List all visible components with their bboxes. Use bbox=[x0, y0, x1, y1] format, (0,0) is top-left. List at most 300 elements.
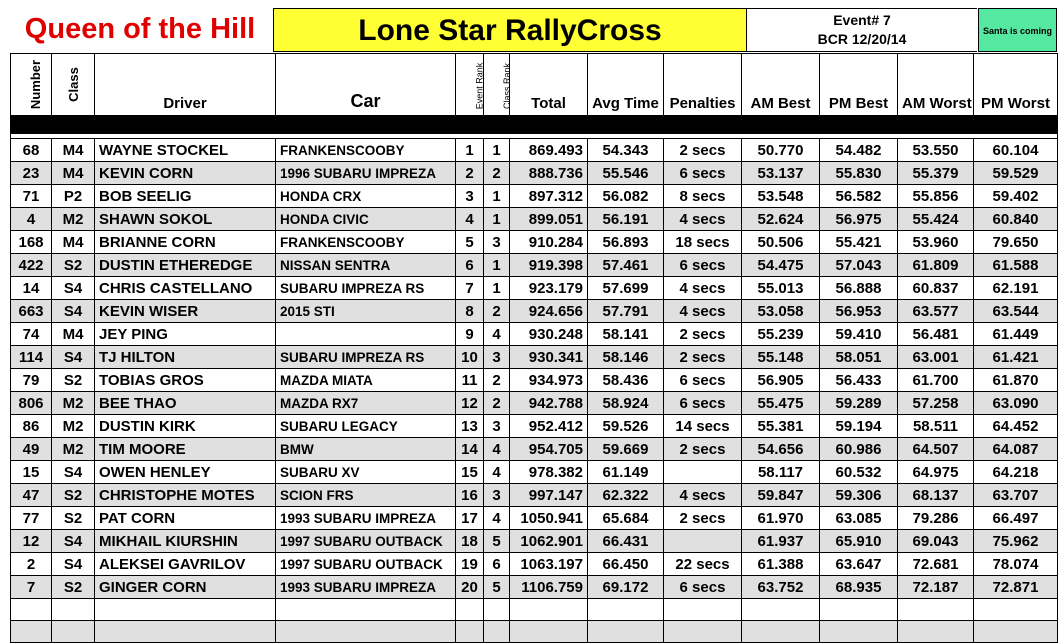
cell-class: S2 bbox=[52, 576, 95, 599]
cell-total: 869.493 bbox=[510, 139, 588, 162]
cell-avg-time: 55.546 bbox=[588, 162, 664, 185]
cell-pm-best: 56.582 bbox=[820, 185, 898, 208]
cell-event-rank: 1 bbox=[456, 139, 484, 162]
cell-am-best: 55.381 bbox=[742, 415, 820, 438]
table-row bbox=[11, 415, 1058, 438]
cell-pm-best: 65.910 bbox=[820, 530, 898, 553]
cell-penalties: 4 secs bbox=[664, 484, 742, 507]
cell-class: S4 bbox=[52, 530, 95, 553]
cell-driver: ALEKSEI GAVRILOV bbox=[95, 553, 276, 576]
page-title-left: Queen of the Hill bbox=[24, 13, 256, 45]
cell-pm-worst: 61.449 bbox=[974, 323, 1058, 346]
cell-number: 23 bbox=[11, 162, 52, 185]
col-penalties: Penalties bbox=[664, 54, 742, 116]
cell-pm-best: 55.830 bbox=[820, 162, 898, 185]
cell-class: S4 bbox=[52, 300, 95, 323]
cell-car: SUBARU IMPREZA RS bbox=[276, 346, 456, 369]
cell-pm-best: 59.410 bbox=[820, 323, 898, 346]
col-car: Car bbox=[276, 54, 456, 116]
cell-class-rank: 3 bbox=[484, 346, 510, 369]
cell-total: 1062.901 bbox=[510, 530, 588, 553]
cell-total: 888.736 bbox=[510, 162, 588, 185]
cell-class: S2 bbox=[52, 369, 95, 392]
cell-driver: PAT CORN bbox=[95, 507, 276, 530]
cell-penalties: 4 secs bbox=[664, 300, 742, 323]
cell-class: M4 bbox=[52, 323, 95, 346]
cell-am-best: 63.752 bbox=[742, 576, 820, 599]
cell-am-best: 55.239 bbox=[742, 323, 820, 346]
cell-class-rank: 2 bbox=[484, 369, 510, 392]
cell-driver: KEVIN CORN bbox=[95, 162, 276, 185]
cell-am-worst: 55.424 bbox=[898, 208, 974, 231]
cell-event-rank: 6 bbox=[456, 254, 484, 277]
cell-car: FRANKENSCOOBY bbox=[276, 139, 456, 162]
cell-driver: CHRISTOPHE MOTES bbox=[95, 484, 276, 507]
cell-total: 997.147 bbox=[510, 484, 588, 507]
cell-total: 1050.941 bbox=[510, 507, 588, 530]
cell-driver: CHRIS CASTELLANO bbox=[95, 277, 276, 300]
table-row bbox=[11, 323, 1058, 346]
cell-class-rank: 4 bbox=[484, 507, 510, 530]
cell-avg-time: 54.343 bbox=[588, 139, 664, 162]
cell-class-rank: 2 bbox=[484, 162, 510, 185]
cell-pm-worst: 64.087 bbox=[974, 438, 1058, 461]
blank-row bbox=[11, 621, 1058, 643]
event-date: BCR 12/20/14 bbox=[817, 31, 907, 47]
col-number: Number bbox=[11, 54, 52, 116]
cell-pm-worst: 63.544 bbox=[974, 300, 1058, 323]
cell-avg-time: 69.172 bbox=[588, 576, 664, 599]
cell-driver: TOBIAS GROS bbox=[95, 369, 276, 392]
cell-class: S4 bbox=[52, 461, 95, 484]
cell-car: MAZDA MIATA bbox=[276, 369, 456, 392]
cell-am-worst: 60.837 bbox=[898, 277, 974, 300]
cell-event-rank: 9 bbox=[456, 323, 484, 346]
cell-penalties bbox=[664, 530, 742, 553]
cell-event-rank: 11 bbox=[456, 369, 484, 392]
cell-class-rank: 3 bbox=[484, 415, 510, 438]
cell-pm-best: 57.043 bbox=[820, 254, 898, 277]
cell-am-best: 50.770 bbox=[742, 139, 820, 162]
cell-pm-best: 63.085 bbox=[820, 507, 898, 530]
cell-driver: WAYNE STOCKEL bbox=[95, 139, 276, 162]
col-am-worst: AM Worst bbox=[898, 54, 974, 116]
cell-am-worst: 53.550 bbox=[898, 139, 974, 162]
cell-am-worst: 55.379 bbox=[898, 162, 974, 185]
cell-avg-time: 56.191 bbox=[588, 208, 664, 231]
cell-class: S2 bbox=[52, 484, 95, 507]
cell-number: 47 bbox=[11, 484, 52, 507]
cell-car: 1996 SUBARU IMPREZA bbox=[276, 162, 456, 185]
cell-penalties: 2 secs bbox=[664, 438, 742, 461]
cell-class: M2 bbox=[52, 208, 95, 231]
cell-class: M4 bbox=[52, 162, 95, 185]
cell-class-rank: 3 bbox=[484, 484, 510, 507]
col-class: Class bbox=[52, 54, 95, 116]
cell-penalties: 4 secs bbox=[664, 208, 742, 231]
cell-number: 68 bbox=[11, 139, 52, 162]
cell-event-rank: 7 bbox=[456, 277, 484, 300]
cell-class-rank: 2 bbox=[484, 392, 510, 415]
cell-am-best: 54.475 bbox=[742, 254, 820, 277]
cell-pm-worst: 78.074 bbox=[974, 553, 1058, 576]
cell-number: 79 bbox=[11, 369, 52, 392]
cell-car: SUBARU IMPREZA RS bbox=[276, 277, 456, 300]
cell-car: FRANKENSCOOBY bbox=[276, 231, 456, 254]
cell-driver: TIM MOORE bbox=[95, 438, 276, 461]
cell-pm-best: 56.953 bbox=[820, 300, 898, 323]
cell-total: 978.382 bbox=[510, 461, 588, 484]
cell-am-best: 59.847 bbox=[742, 484, 820, 507]
col-avg-time: Avg Time bbox=[588, 54, 664, 116]
cell-class: M4 bbox=[52, 139, 95, 162]
cell-total: 942.788 bbox=[510, 392, 588, 415]
cell-class-rank: 4 bbox=[484, 461, 510, 484]
cell-penalties: 6 secs bbox=[664, 369, 742, 392]
blank-rows bbox=[11, 599, 1058, 643]
cell-number: 114 bbox=[11, 346, 52, 369]
cell-pm-worst: 61.588 bbox=[974, 254, 1058, 277]
cell-am-worst: 68.137 bbox=[898, 484, 974, 507]
cell-total: 897.312 bbox=[510, 185, 588, 208]
cell-am-best: 61.388 bbox=[742, 553, 820, 576]
cell-class-rank: 3 bbox=[484, 231, 510, 254]
cell-avg-time: 59.669 bbox=[588, 438, 664, 461]
cell-driver: DUSTIN KIRK bbox=[95, 415, 276, 438]
cell-number: 15 bbox=[11, 461, 52, 484]
cell-class: S4 bbox=[52, 553, 95, 576]
cell-event-rank: 8 bbox=[456, 300, 484, 323]
cell-total: 930.248 bbox=[510, 323, 588, 346]
cell-am-worst: 56.481 bbox=[898, 323, 974, 346]
cell-pm-worst: 64.218 bbox=[974, 461, 1058, 484]
cell-class: S4 bbox=[52, 277, 95, 300]
cell-avg-time: 65.684 bbox=[588, 507, 664, 530]
cell-event-rank: 10 bbox=[456, 346, 484, 369]
table-row bbox=[11, 530, 1058, 553]
cell-total: 910.284 bbox=[510, 231, 588, 254]
cell-class-rank: 5 bbox=[484, 530, 510, 553]
cell-am-best: 53.058 bbox=[742, 300, 820, 323]
cell-am-worst: 64.507 bbox=[898, 438, 974, 461]
cell-am-best: 50.506 bbox=[742, 231, 820, 254]
cell-penalties: 6 secs bbox=[664, 392, 742, 415]
cell-driver: SHAWN SOKOL bbox=[95, 208, 276, 231]
cell-class-rank: 4 bbox=[484, 323, 510, 346]
cell-driver: BRIANNE CORN bbox=[95, 231, 276, 254]
cell-am-worst: 55.856 bbox=[898, 185, 974, 208]
cell-car: HONDA CIVIC bbox=[276, 208, 456, 231]
table-row bbox=[11, 553, 1058, 576]
cell-total: 924.656 bbox=[510, 300, 588, 323]
cell-pm-worst: 61.421 bbox=[974, 346, 1058, 369]
cell-pm-best: 59.289 bbox=[820, 392, 898, 415]
cell-car: BMW bbox=[276, 438, 456, 461]
cell-class: M2 bbox=[52, 438, 95, 461]
cell-pm-best: 60.532 bbox=[820, 461, 898, 484]
cell-avg-time: 57.461 bbox=[588, 254, 664, 277]
cell-am-worst: 61.700 bbox=[898, 369, 974, 392]
cell-pm-worst: 72.871 bbox=[974, 576, 1058, 599]
cell-total: 1063.197 bbox=[510, 553, 588, 576]
col-driver: Driver bbox=[95, 54, 276, 116]
cell-pm-best: 59.306 bbox=[820, 484, 898, 507]
cell-class: S2 bbox=[52, 254, 95, 277]
cell-am-best: 54.656 bbox=[742, 438, 820, 461]
cell-avg-time: 56.893 bbox=[588, 231, 664, 254]
cell-driver: OWEN HENLEY bbox=[95, 461, 276, 484]
cell-class-rank: 2 bbox=[484, 300, 510, 323]
col-pm-best: PM Best bbox=[820, 54, 898, 116]
cell-pm-worst: 60.104 bbox=[974, 139, 1058, 162]
cell-number: 14 bbox=[11, 277, 52, 300]
cell-am-worst: 53.960 bbox=[898, 231, 974, 254]
cell-penalties: 14 secs bbox=[664, 415, 742, 438]
table-row bbox=[11, 277, 1058, 300]
cell-class: S2 bbox=[52, 507, 95, 530]
cell-am-worst: 79.286 bbox=[898, 507, 974, 530]
cell-avg-time: 62.322 bbox=[588, 484, 664, 507]
cell-car: HONDA CRX bbox=[276, 185, 456, 208]
col-event-rank: Event Rank bbox=[456, 54, 484, 116]
cell-event-rank: 20 bbox=[456, 576, 484, 599]
cell-avg-time: 56.082 bbox=[588, 185, 664, 208]
cell-pm-best: 56.975 bbox=[820, 208, 898, 231]
cell-total: 934.973 bbox=[510, 369, 588, 392]
cell-event-rank: 17 bbox=[456, 507, 484, 530]
cell-driver: MIKHAIL KIURSHIN bbox=[95, 530, 276, 553]
cell-driver: TJ HILTON bbox=[95, 346, 276, 369]
header-row bbox=[11, 54, 1058, 116]
cell-pm-best: 56.888 bbox=[820, 277, 898, 300]
cell-total: 919.398 bbox=[510, 254, 588, 277]
event-number: Event# 7 bbox=[833, 12, 891, 28]
cell-event-rank: 13 bbox=[456, 415, 484, 438]
cell-pm-worst: 79.650 bbox=[974, 231, 1058, 254]
table-row bbox=[11, 300, 1058, 323]
cell-avg-time: 58.141 bbox=[588, 323, 664, 346]
cell-pm-worst: 62.191 bbox=[974, 277, 1058, 300]
cell-event-rank: 14 bbox=[456, 438, 484, 461]
cell-event-rank: 3 bbox=[456, 185, 484, 208]
cell-am-best: 58.117 bbox=[742, 461, 820, 484]
event-info bbox=[747, 8, 977, 52]
cell-class: P2 bbox=[52, 185, 95, 208]
cell-avg-time: 66.431 bbox=[588, 530, 664, 553]
cell-pm-best: 56.433 bbox=[820, 369, 898, 392]
cell-pm-best: 63.647 bbox=[820, 553, 898, 576]
cell-am-worst: 72.187 bbox=[898, 576, 974, 599]
cell-car: SCION FRS bbox=[276, 484, 456, 507]
cell-event-rank: 18 bbox=[456, 530, 484, 553]
table-row bbox=[11, 162, 1058, 185]
cell-number: 77 bbox=[11, 507, 52, 530]
table-row bbox=[11, 208, 1058, 231]
cell-am-best: 61.970 bbox=[742, 507, 820, 530]
cell-avg-time: 57.699 bbox=[588, 277, 664, 300]
cell-total: 954.705 bbox=[510, 438, 588, 461]
note-cell: Santa is coming bbox=[978, 8, 1057, 52]
cell-event-rank: 16 bbox=[456, 484, 484, 507]
cell-car: SUBARU XV bbox=[276, 461, 456, 484]
cell-am-best: 56.905 bbox=[742, 369, 820, 392]
cell-avg-time: 58.924 bbox=[588, 392, 664, 415]
cell-car: 1997 SUBARU OUTBACK bbox=[276, 530, 456, 553]
cell-am-worst: 64.975 bbox=[898, 461, 974, 484]
cell-am-worst: 72.681 bbox=[898, 553, 974, 576]
cell-number: 12 bbox=[11, 530, 52, 553]
cell-class-rank: 1 bbox=[484, 254, 510, 277]
col-am-best: AM Best bbox=[742, 54, 820, 116]
cell-penalties: 2 secs bbox=[664, 323, 742, 346]
cell-car: SUBARU LEGACY bbox=[276, 415, 456, 438]
cell-class-rank: 1 bbox=[484, 277, 510, 300]
table-row bbox=[11, 461, 1058, 484]
col-pm-worst: PM Worst bbox=[974, 54, 1058, 116]
cell-penalties: 4 secs bbox=[664, 277, 742, 300]
cell-number: 71 bbox=[11, 185, 52, 208]
cell-am-best: 53.137 bbox=[742, 162, 820, 185]
cell-driver: JEY PING bbox=[95, 323, 276, 346]
cell-penalties: 6 secs bbox=[664, 254, 742, 277]
cell-am-worst: 61.809 bbox=[898, 254, 974, 277]
cell-car: 1993 SUBARU IMPREZA bbox=[276, 576, 456, 599]
table-row bbox=[11, 507, 1058, 530]
cell-am-best: 53.548 bbox=[742, 185, 820, 208]
cell-penalties: 6 secs bbox=[664, 162, 742, 185]
cell-class: M2 bbox=[52, 415, 95, 438]
cell-class-rank: 1 bbox=[484, 139, 510, 162]
table-row bbox=[11, 254, 1058, 277]
cell-am-worst: 57.258 bbox=[898, 392, 974, 415]
event-title: Lone Star RallyCross bbox=[273, 8, 747, 52]
cell-class-rank: 5 bbox=[484, 576, 510, 599]
col-class-rank: Class Rank bbox=[484, 54, 510, 116]
cell-car: NISSAN SENTRA bbox=[276, 254, 456, 277]
cell-am-best: 55.475 bbox=[742, 392, 820, 415]
cell-penalties: 2 secs bbox=[664, 139, 742, 162]
cell-penalties: 22 secs bbox=[664, 553, 742, 576]
cell-pm-worst: 64.452 bbox=[974, 415, 1058, 438]
header-divider bbox=[11, 116, 1058, 134]
cell-pm-best: 54.482 bbox=[820, 139, 898, 162]
cell-class-rank: 4 bbox=[484, 438, 510, 461]
cell-penalties: 2 secs bbox=[664, 346, 742, 369]
cell-event-rank: 12 bbox=[456, 392, 484, 415]
cell-penalties: 8 secs bbox=[664, 185, 742, 208]
cell-driver: BOB SEELIG bbox=[95, 185, 276, 208]
cell-pm-worst: 59.402 bbox=[974, 185, 1058, 208]
cell-event-rank: 15 bbox=[456, 461, 484, 484]
table-row bbox=[11, 185, 1058, 208]
cell-avg-time: 57.791 bbox=[588, 300, 664, 323]
cell-class: S4 bbox=[52, 346, 95, 369]
results-body bbox=[11, 139, 1058, 599]
cell-avg-time: 61.149 bbox=[588, 461, 664, 484]
cell-driver: KEVIN WISER bbox=[95, 300, 276, 323]
cell-pm-best: 55.421 bbox=[820, 231, 898, 254]
cell-car bbox=[276, 323, 456, 346]
table-row bbox=[11, 231, 1058, 254]
cell-number: 7 bbox=[11, 576, 52, 599]
cell-penalties: 6 secs bbox=[664, 576, 742, 599]
cell-pm-best: 68.935 bbox=[820, 576, 898, 599]
cell-pm-worst: 75.962 bbox=[974, 530, 1058, 553]
cell-total: 899.051 bbox=[510, 208, 588, 231]
cell-avg-time: 58.436 bbox=[588, 369, 664, 392]
cell-class: M2 bbox=[52, 392, 95, 415]
cell-driver: GINGER CORN bbox=[95, 576, 276, 599]
cell-number: 4 bbox=[11, 208, 52, 231]
table-row bbox=[11, 438, 1058, 461]
cell-am-worst: 58.511 bbox=[898, 415, 974, 438]
cell-number: 663 bbox=[11, 300, 52, 323]
cell-event-rank: 19 bbox=[456, 553, 484, 576]
cell-am-best: 55.013 bbox=[742, 277, 820, 300]
table-row bbox=[11, 484, 1058, 507]
blank-row bbox=[11, 599, 1058, 621]
cell-number: 806 bbox=[11, 392, 52, 415]
cell-driver: DUSTIN ETHEREDGE bbox=[95, 254, 276, 277]
cell-car: 1997 SUBARU OUTBACK bbox=[276, 553, 456, 576]
cell-number: 2 bbox=[11, 553, 52, 576]
cell-am-best: 61.937 bbox=[742, 530, 820, 553]
cell-number: 168 bbox=[11, 231, 52, 254]
cell-total: 1106.759 bbox=[510, 576, 588, 599]
col-total: Total bbox=[510, 54, 588, 116]
table-row bbox=[11, 392, 1058, 415]
cell-total: 923.179 bbox=[510, 277, 588, 300]
cell-pm-worst: 59.529 bbox=[974, 162, 1058, 185]
cell-total: 930.341 bbox=[510, 346, 588, 369]
cell-avg-time: 59.526 bbox=[588, 415, 664, 438]
cell-event-rank: 2 bbox=[456, 162, 484, 185]
cell-am-worst: 69.043 bbox=[898, 530, 974, 553]
cell-event-rank: 5 bbox=[456, 231, 484, 254]
cell-number: 422 bbox=[11, 254, 52, 277]
cell-avg-time: 66.450 bbox=[588, 553, 664, 576]
table-row bbox=[11, 369, 1058, 392]
cell-class-rank: 6 bbox=[484, 553, 510, 576]
results-table bbox=[10, 53, 1058, 643]
cell-class-rank: 1 bbox=[484, 208, 510, 231]
cell-pm-worst: 60.840 bbox=[974, 208, 1058, 231]
cell-number: 86 bbox=[11, 415, 52, 438]
cell-pm-best: 59.194 bbox=[820, 415, 898, 438]
table-row bbox=[11, 346, 1058, 369]
table-row bbox=[11, 139, 1058, 162]
cell-am-worst: 63.001 bbox=[898, 346, 974, 369]
cell-car: 1993 SUBARU IMPREZA bbox=[276, 507, 456, 530]
cell-number: 49 bbox=[11, 438, 52, 461]
cell-class: M4 bbox=[52, 231, 95, 254]
table-row bbox=[11, 576, 1058, 599]
cell-driver: BEE THAO bbox=[95, 392, 276, 415]
cell-pm-worst: 63.090 bbox=[974, 392, 1058, 415]
cell-pm-best: 58.051 bbox=[820, 346, 898, 369]
cell-car: 2015 STI bbox=[276, 300, 456, 323]
cell-penalties: 2 secs bbox=[664, 507, 742, 530]
cell-pm-worst: 66.497 bbox=[974, 507, 1058, 530]
cell-event-rank: 4 bbox=[456, 208, 484, 231]
cell-pm-worst: 61.870 bbox=[974, 369, 1058, 392]
cell-avg-time: 58.146 bbox=[588, 346, 664, 369]
cell-am-best: 52.624 bbox=[742, 208, 820, 231]
cell-penalties bbox=[664, 461, 742, 484]
cell-class-rank: 1 bbox=[484, 185, 510, 208]
cell-total: 952.412 bbox=[510, 415, 588, 438]
cell-number: 74 bbox=[11, 323, 52, 346]
